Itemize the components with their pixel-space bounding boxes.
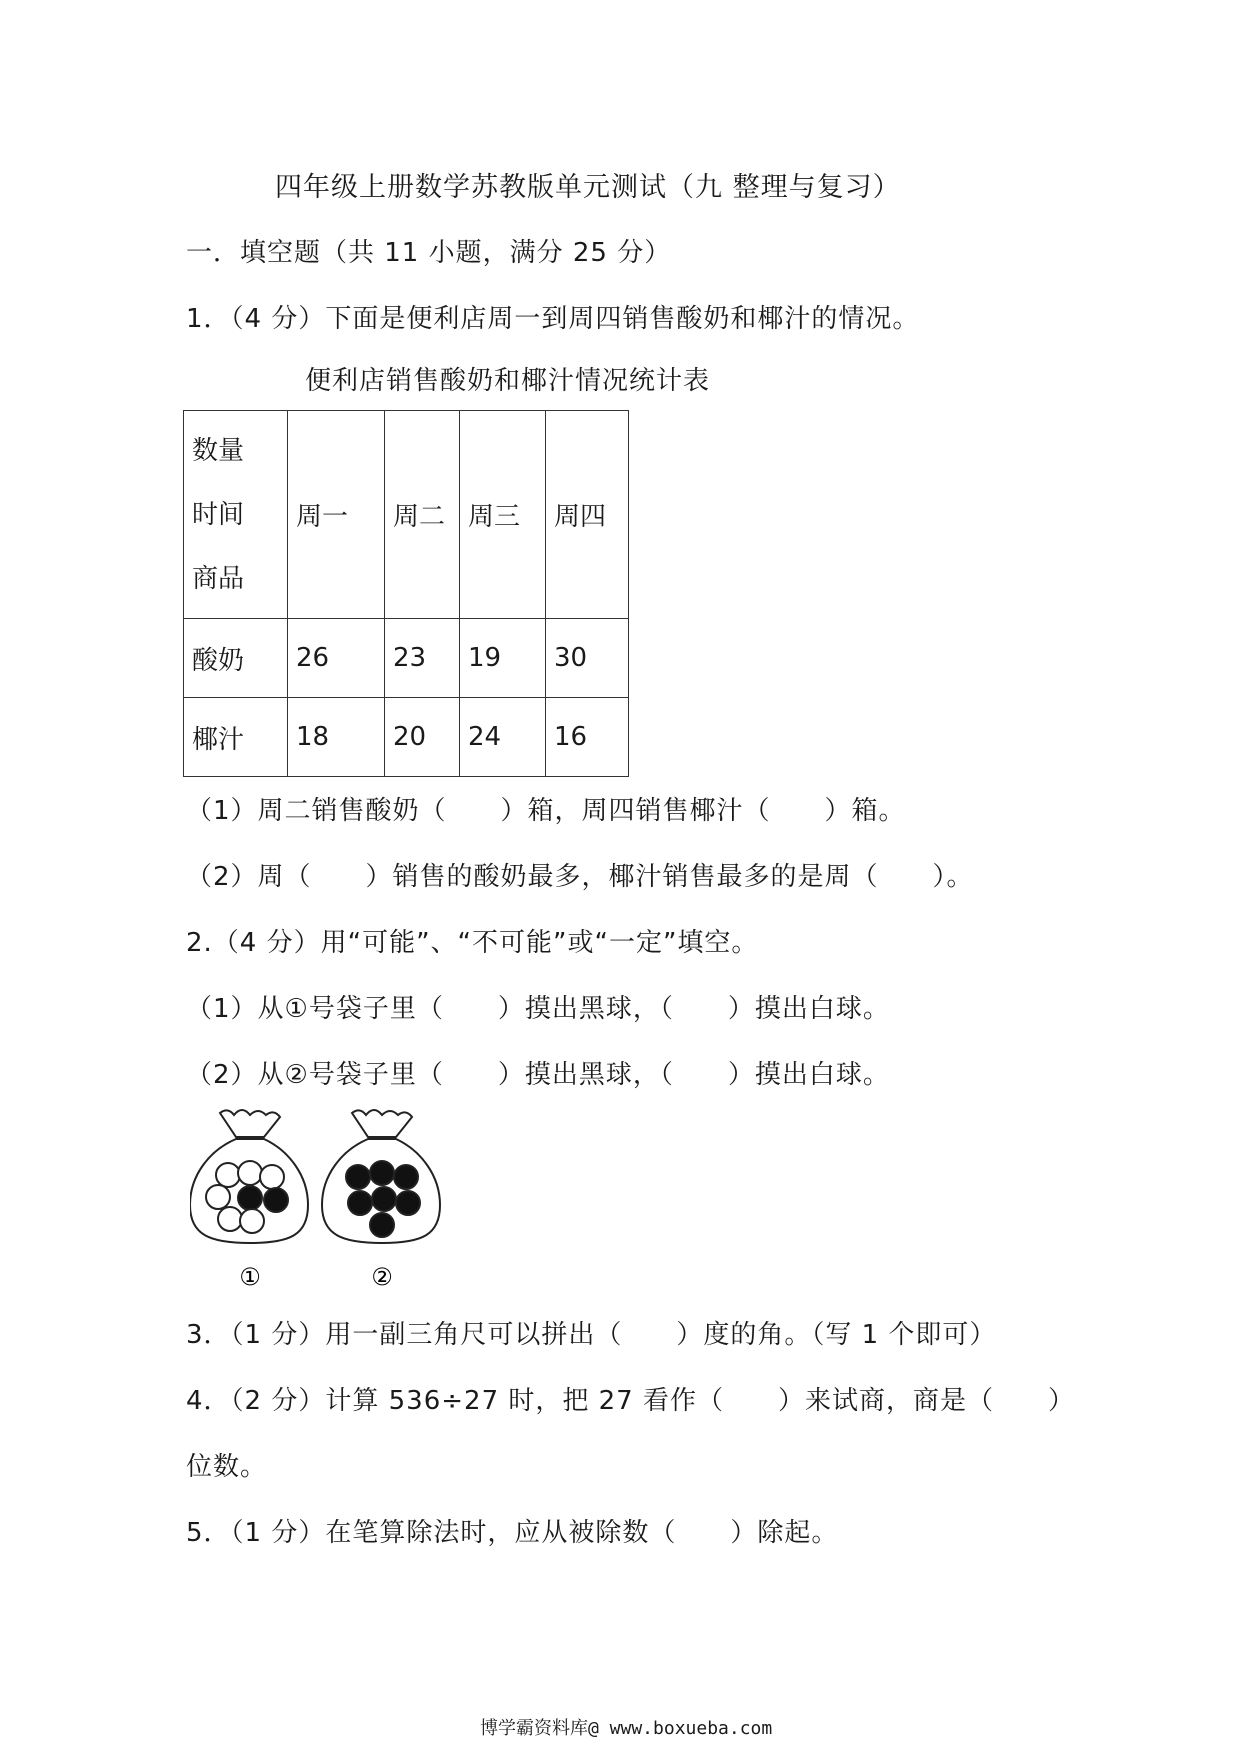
page-title: 四年级上册数学苏教版单元测试（九 整理与复习） — [275, 172, 901, 203]
bag-1 — [190, 1110, 308, 1243]
day-header: 周一 — [288, 411, 385, 619]
table-caption: 便利店销售酸奶和椰汁情况统计表 — [305, 366, 711, 396]
question-1-part-1: （1）周二销售酸奶（ ）箱，周四销售椰汁（ ）箱。 — [186, 796, 906, 826]
question-4-continued: 位数。 — [186, 1452, 268, 1482]
row-label: 酸奶 — [184, 619, 288, 698]
corner-cell — [184, 411, 288, 619]
question-1: 1．（4 分）下面是便利店周一到周四销售酸奶和椰汁的情况。 — [186, 304, 920, 334]
question-1-part-2: （2）周（ ）销售的酸奶最多，椰汁销售最多的是周（ ）。 — [186, 862, 974, 892]
ball-bags-figure — [190, 1105, 450, 1305]
bag-1-label: ① — [239, 1263, 261, 1291]
table-header-row — [184, 411, 629, 619]
question-3: 3．（1 分）用一副三角尺可以拼出（ ）度的角。（写 1 个即可） — [186, 1320, 997, 1350]
question-2-part-2: （2）从②号袋子里（ ）摸出黑球，（ ）摸出白球。 — [186, 1060, 890, 1090]
day-header: 周二 — [385, 411, 460, 619]
table-cell: 20 — [385, 698, 460, 777]
question-2: 2.（4 分）用“可能”、“不可能”或“一定”填空。 — [186, 928, 759, 958]
corner-label-time: 时间 — [192, 499, 245, 530]
bag-2 — [322, 1110, 440, 1243]
question-4: 4．（2 分）计算 536÷27 时，把 27 看作（ ）来试商，商是（ ） — [186, 1386, 1075, 1416]
row-label: 椰汁 — [184, 698, 288, 777]
day-header: 周四 — [546, 411, 629, 619]
sales-table — [183, 410, 629, 777]
question-2-part-1: （1）从①号袋子里（ ）摸出黑球，（ ）摸出白球。 — [186, 994, 890, 1024]
table-cell: 19 — [460, 619, 546, 698]
section-heading: 一．填空题（共 11 小题，满分 25 分） — [186, 238, 672, 268]
corner-label-goods: 商品 — [192, 563, 245, 594]
bag-2-label: ② — [371, 1263, 393, 1291]
table-row — [184, 619, 629, 698]
table-cell: 30 — [546, 619, 629, 698]
corner-label-quantity: 数量 — [192, 435, 245, 466]
table-cell: 26 — [288, 619, 385, 698]
table-cell: 16 — [546, 698, 629, 777]
table-cell: 24 — [460, 698, 546, 777]
footer-watermark: 博学霸资料库@ www.boxueba.com — [480, 1718, 773, 1739]
day-header: 周三 — [460, 411, 546, 619]
table-row — [184, 698, 629, 777]
question-5: 5．（1 分）在笔算除法时，应从被除数（ ）除起。 — [186, 1518, 839, 1548]
table-cell: 18 — [288, 698, 385, 777]
table-cell: 23 — [385, 619, 460, 698]
